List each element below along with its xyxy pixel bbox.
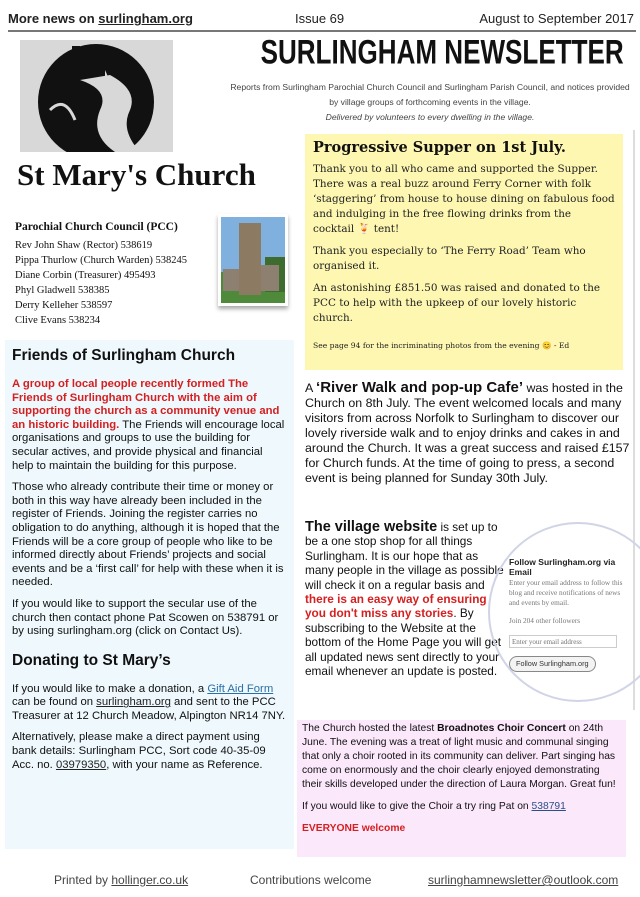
pcc-member: Phyl Gladwell 538385 <box>15 285 110 296</box>
church-photo <box>218 214 288 306</box>
village-website-article: The village website is set up to be a one stop shop for all things Surlingham. It is our hope that as many people in the village as possible will check it on a regular basis and there is an easy way of ensuring you don't miss any stories. By subscribing to the Website at the bottom of the Home Page you will get all updated news sent directly to your email whenever an update is posted. <box>305 520 504 679</box>
phone-link[interactable]: 538791 <box>531 801 566 812</box>
pcc-member: Pippa Thurlow (Church Warden) 538245 <box>15 255 187 266</box>
gift-aid-form-link[interactable]: Gift Aid Form <box>207 682 274 695</box>
progressive-supper-box: Progressive Supper on 1st July. Thank you to all who came and supported the Supper. There was a real buzz around Ferry Corner with folk ‘staggering’ from house to house dining on fabulous food and indulging in the free flowing drinks from the cocktail 🍹 tent! Thank you especially to ‘The Ferry Road’ Team who organised it. An astonishing £851.50 was raised and donated to the PCC to help with the upkeep of our lovely historic church. See page 94 for the incriminating photos from the evening 😊 - Ed <box>305 134 623 370</box>
footer-email <box>428 873 618 887</box>
email-link[interactable]: surlinghamnewsletter@outlook.com <box>428 873 619 887</box>
follow-button[interactable]: Follow Surlingham.org <box>509 656 596 672</box>
pcc-member: Diane Corbin (Treasurer) 495493 <box>15 270 156 281</box>
pcc-member: Clive Evans 538234 <box>15 315 101 326</box>
pcc-contacts: Parochial Church Council (PCC) Rev John Shaw (Rector) 538619 Pippa Thurlow (Church Warden) 538245 Diane Corbin (Treasurer) 495493 Phyl Gladwell 538385 Derry Kelleher 538597 Clive Evans 538234 <box>15 220 215 328</box>
top-bar <box>8 8 636 32</box>
more-news: More news on surlingham.org <box>8 11 193 26</box>
church-heading: St Mary's Church <box>17 157 256 192</box>
village-logo <box>20 40 173 152</box>
issue-number: Issue 69 <box>295 11 345 26</box>
choir-box: The Church hosted the latest Broadnotes Choir Concert on 24th June. The evening was a treat of light music and communal singing that only a choir rooted in its community can deliver. Part singing has come on enormously and the choir clearly enjoyed demonstrating their skills developed under the direction of Laura Morgan. Great fun! If you would like to give the Choir a try ring Pat on 538791 EVERYONE welcome <box>297 720 626 857</box>
cocktail-icon: 🍹 <box>357 223 371 235</box>
newsletter-title: SURLINGHAM NEWSLETTER <box>260 32 624 72</box>
contributions: Contributions welcome <box>250 873 372 887</box>
site-link[interactable]: surlingham.org <box>96 696 171 709</box>
smiley-icon: 😊 <box>541 341 552 350</box>
printed-by: Printed by hollinger.co.uk <box>54 873 189 887</box>
pcc-member: Rev John Shaw (Rector) 538619 <box>15 240 153 251</box>
river-walk-article: A ‘River Walk and pop-up Cafe’ was hosted in the Church on 8th July. The event welcomed locals and many visitors from across Norfolk to Surlingham to discover our lovely riverside walk and to enjoy drinks and cakes in and around the Church. It was a great success and raised £157 for Church funds. At the time of going to press, a second event is being planned for Sunday 30th July. <box>305 379 630 485</box>
email-input[interactable] <box>509 635 617 648</box>
pcc-member: Derry Kelleher 538597 <box>15 300 113 311</box>
follow-widget: Follow Surlingham.org via Email Enter your email address to follow this blog and receive notifications of news and events by email. Join 204 other followers Enter your email address Follow Surlingham.org <box>509 557 629 672</box>
printer-link[interactable]: hollinger.co.uk <box>111 873 189 887</box>
masthead-subtitle: Reports from Surlingham Parochial Church Council and Surlingham Parish Council, and notices provided by village groups of forthcoming events in the village. Delivered by volunteers to every dwelling in the village. <box>230 82 630 122</box>
friends-box: Friends of Surlingham Church A group of local people recently formed The Friends of Surlingham Church with the aim of supporting the church as a community venue and an historic building. The Friends will encourage local organisations and groups to use the building for secular actives, and provide physical and financial help to maintain the building for this purpose. Those who already contribute their time or money or both in this way have already been included in the register of Friends. Joining the register carries no obligation to do anything, although it is hoped that the Friends will be a core group of people who like to be informed directly about Friends’ projects and social events and be a ‘first call’ for help with these when it is needed. If you would like to support the secular use of the church then contact phone Pat Scowen on 538791 or by using surlingham.org (click on Contact Us). Donating to St Mary’s If you would like to make a donation, a Gift Aid Form can be found on surlingham.org and sent to the PCC Treasurer at 12 Church Meadow, Alpington NR14 7NY. Alternatively, please make a direct payment using bank details: Surlingham PCC, Sort code 40-35-09 Acc. no. 03979350, with your name as Reference. <box>5 340 294 849</box>
account-number-link[interactable]: 03979350 <box>55 758 107 771</box>
issue-date: August to September 2017 <box>479 11 634 26</box>
site-link[interactable]: surlingham.org <box>98 11 193 26</box>
